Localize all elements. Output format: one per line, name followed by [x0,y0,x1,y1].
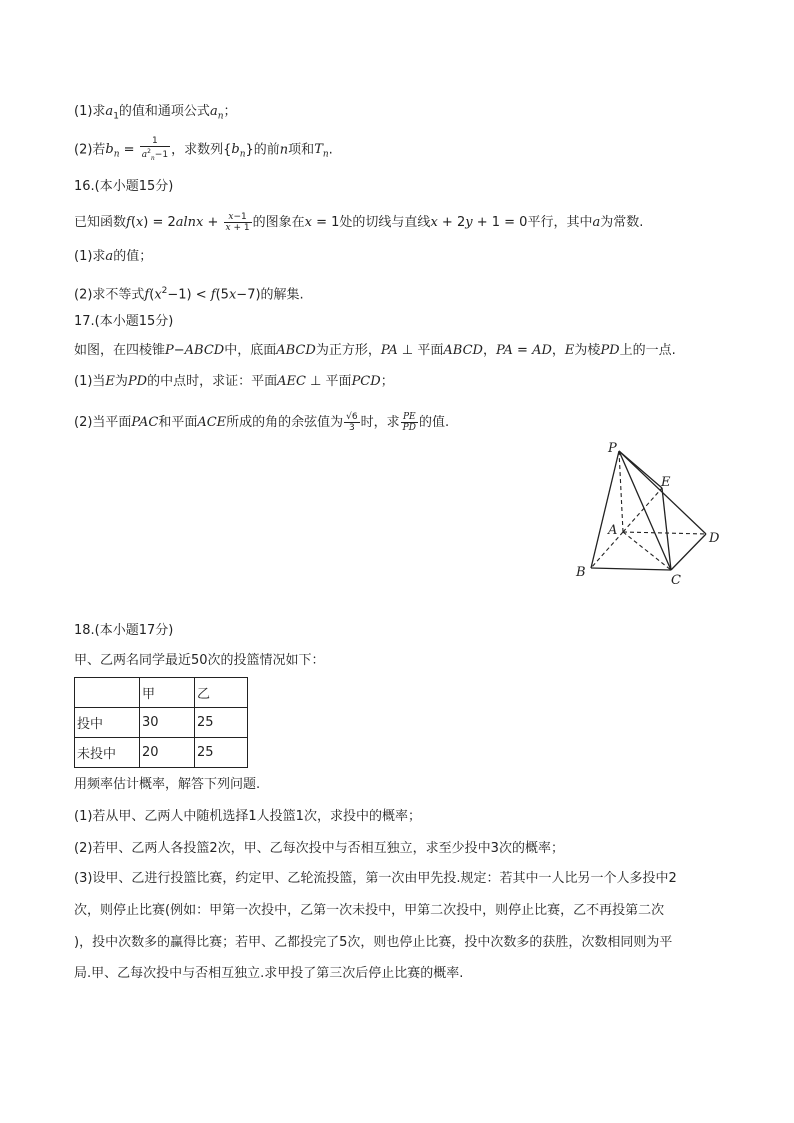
table-cell: 30 [140,708,195,738]
q18-after-table: 用频率估计概率，解答下列问题. [74,777,261,792]
q17-stem: 如图，在四棱锥P−ABCD中，底面ABCD为正方形，PA ⊥ 平面ABCD，PA = AD，E为棱PD上的一点. [74,343,676,358]
q15-part2: (2)若$b_n$ = $\frac{1}{a^2_n-1}$ ，求数列$\{b_n\}$的前n项和$T_n$. [74,136,333,162]
q17-part2: (2)当平面PAC和平面ACE所成的角的余弦值为 $\frac{√6}{3}$ 时，求 $\frac{PE}{PD}$ 的值. [74,412,450,433]
table-cell: 投中 [75,708,140,738]
q18-intro: 甲、乙两名同学最近50次的投篮情况如下： [74,653,325,668]
label-E: E [661,475,671,490]
table-cell: 甲 [140,678,195,708]
table-cell: 25 [195,738,248,768]
pyramid-figure [570,438,730,588]
table-cell: 20 [140,738,195,768]
label-D: D [709,531,720,546]
q17-header: 17.(本小题15分) [74,314,174,329]
q16-part2: (2)求不等式$f(x^2-1) < f(5x-7)$的解集. [74,286,304,303]
q16-header: 16.(本小题15分) [74,179,174,194]
label-P: P [608,441,617,456]
q18-part2: (2)若甲、乙两人各投篮2次，甲、乙每次投中与否相互独立，求至少投中3次的概率； [74,841,564,856]
table-row [75,708,248,738]
label-A: A [608,523,618,538]
shots-table [74,677,248,768]
q18-part1: (1)若从甲、乙两人中随机选择1人投篮1次，求投中的概率； [74,809,421,824]
table-cell: 未投中 [75,738,140,768]
table-cell: 乙 [195,678,248,708]
table-cell [75,678,140,708]
table-row [75,738,248,768]
label-C: C [671,573,681,588]
q18-part3-line2: 次，则停止比赛(例如：甲第一次投中，乙第一次未投中，甲第二次投中，则停止比赛，乙不再投第二次 [74,903,665,918]
q18-part3-line1: (3)设甲、乙进行投篮比赛，约定甲、乙轮流投篮，第一次由甲先投.规定：若其中一人比另一个人多投中2 [74,871,677,886]
q15-part1: (1)求$a_1$的值和通项公式$a_n$； [74,104,237,122]
table-cell: 25 [195,708,248,738]
q17-part1: (1)当E为PD的中点时，求证：平面AEC ⊥ 平面PCD； [74,374,394,389]
q16-stem: 已知函数f(x) = 2alnx + $\frac{x-1}{x + 1}$ 的图象在x = 1处的切线与直线x + 2y + 1 = 0平行，其中a为常数. [74,212,644,233]
q18-header: 18.(本小题17分) [74,623,174,638]
q18-part3-line4: 局.甲、乙每次投中与否相互独立.求甲投了第三次后停止比赛的概率. [74,966,464,981]
table-header-row [75,678,248,708]
q16-part1: (1)求a的值； [74,249,153,264]
label-B: B [576,565,586,580]
q18-part3-line3: )，投中次数多的赢得比赛；若甲、乙都投完了5次，则也停止比赛，投中次数多的获胜，次数相同则为平 [74,935,673,950]
